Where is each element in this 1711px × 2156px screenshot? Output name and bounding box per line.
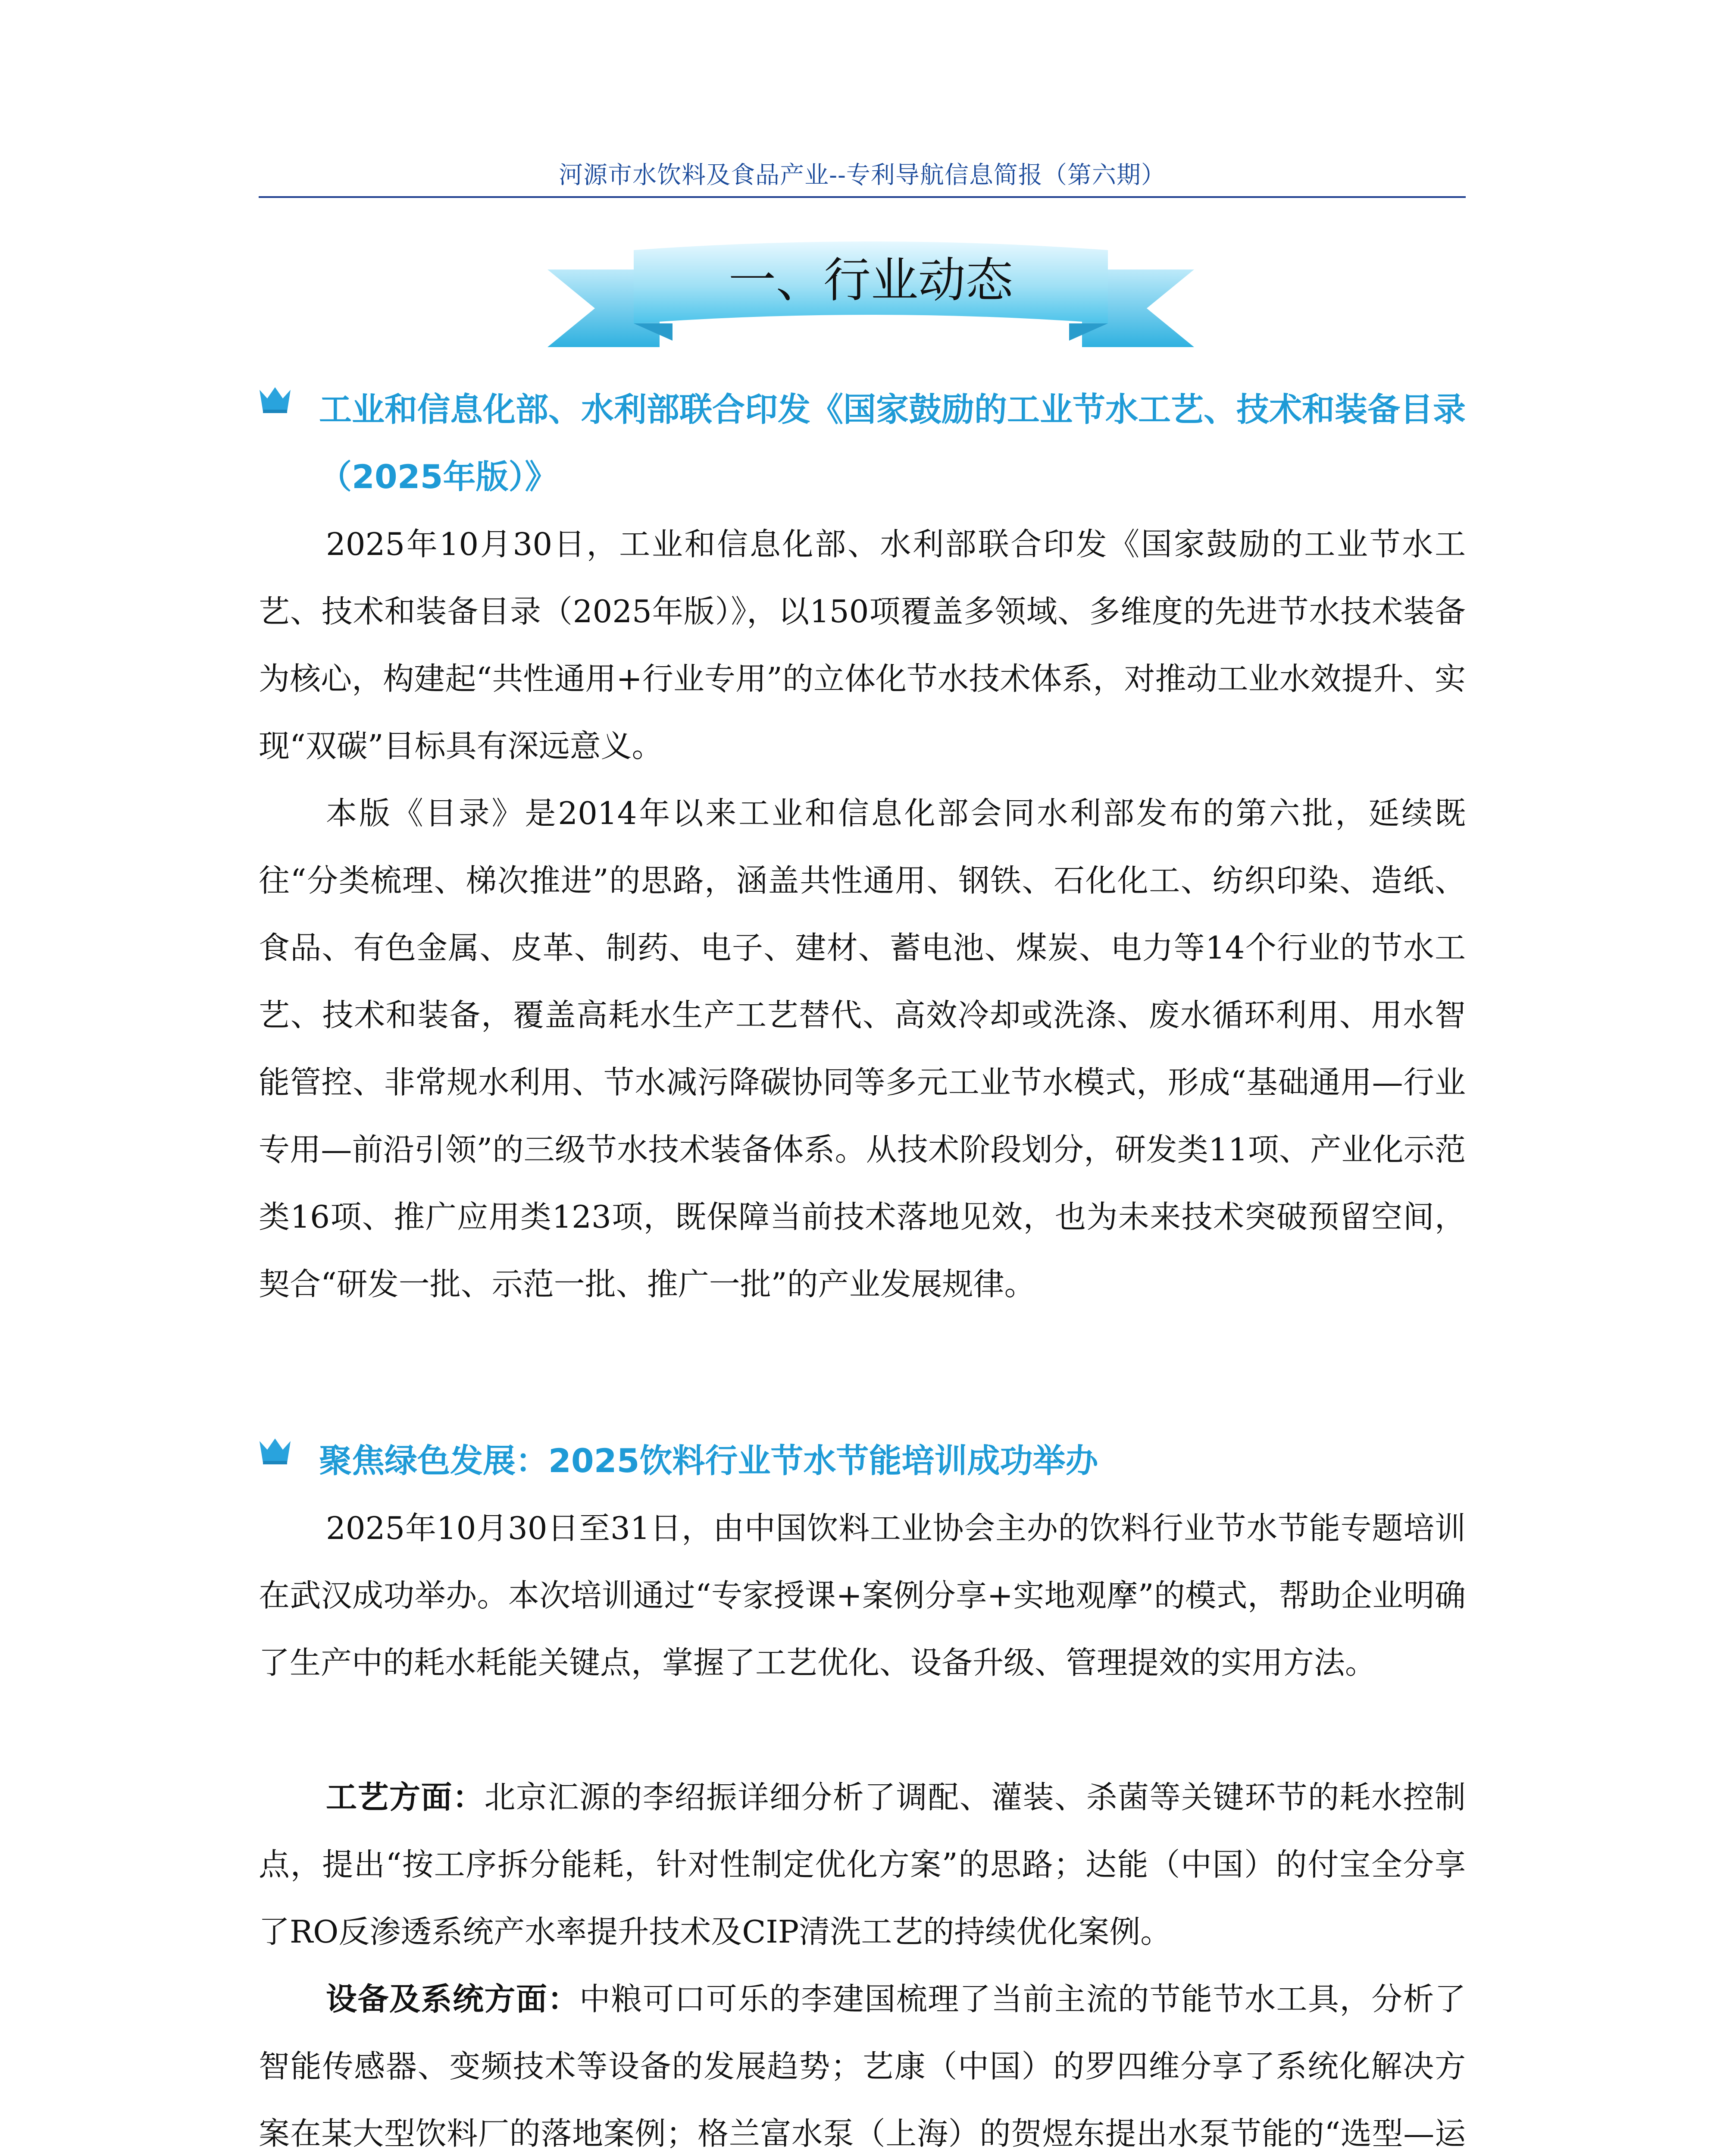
running-header: 河源市水饮料及食品产业--专利导航信息简报（第六期） [559, 161, 1166, 189]
paragraph-3 [259, 1495, 1466, 1696]
paragraph-2-text: 本版《目录》是2014年以来工业和信息化部会同水利部发布的第六批，延续既往“分类梳理、梯次推进”的思路，涵盖共性通用、钢铁、石化化工、纺织印染、造纸、食品、有色金属、皮革、制药、电子、建材、蓄电池、煤炭、电力等14个行业的节水工艺、技术和装备，覆盖高耗水生产工艺替代、高效冷却或洗涤、废水循环利用、用水智能管控、非常规水利用、节水减污降碳协同等多元工业节水模式，形成“基础通用—行业专用—前沿引领”的三级节水技术装备体系。从技术阶段划分，研发类11项、产业化示范类16项、推广应用类123项，既保障当前技术落地见效，也为未来技术突破预留空间，契合“研发一批、示范一批、推广一批”的产业发展规律。 [259, 795, 1466, 1302]
crown-icon [259, 1437, 291, 1465]
header-rule [259, 196, 1466, 198]
paragraph-1 [259, 511, 1466, 780]
section-title-2: 聚焦绿色发展：2025饮料行业节水节能培训成功举办 [319, 1442, 1098, 1480]
section-title-1: 工业和信息化部、水利部联合印发《国家鼓励的工业节水工艺、技术和装备目录（2025年版）》 [319, 390, 1466, 496]
paragraph-2 [259, 780, 1466, 1318]
section-banner-title: 一、行业动态 [729, 253, 1013, 308]
crown-icon [259, 385, 291, 414]
paragraph-5-text: 中粮可口可乐的李建国梳理了当前主流的节能节水工具，分析了智能传感器、变频技术等设备的发展趋势；艺康（中国）的罗四维分享了系统化解决方案在某大型饮料厂的落地案例；格兰富水泵（上海）的贺煜东提出水泵节能的“选型—运 [259, 1981, 1466, 2152]
paragraph-5 [259, 1965, 1466, 2156]
paragraph-4-lead: 工艺方面： [326, 1779, 485, 1815]
paragraph-1-text: 2025年10月30日，工业和信息化部、水利部联合印发《国家鼓励的工业节水工艺、技术和装备目录（2025年版）》，以150项覆盖多领域、多维度的先进节水技术装备为核心，构建起“共性通用+行业专用”的立体化节水技术体系，对推动工业水效提升、实现“双碳”目标具有深远意义。 [259, 526, 1466, 764]
paragraph-5-lead: 设备及系统方面： [326, 1981, 579, 2017]
paragraph-3-text: 2025年10月30日至31日，由中国饮料工业协会主办的饮料行业节水节能专题培训在武汉成功举办。本次培训通过“专家授课+案例分享+实地观摩”的模式，帮助企业明确了生产中的耗水耗能关键点，掌握了工艺优化、设备升级、管理提效的实用方法。 [259, 1510, 1466, 1681]
section-heading-1 [259, 376, 1466, 511]
paragraph-4 [259, 1764, 1466, 1965]
paragraph-4-text: 北京汇源的李绍振详细分析了调配、灌装、杀菌等关键环节的耗水控制点，提出“按工序拆分能耗，针对性制定优化方案”的思路；达能（中国）的付宝全分享了RO反渗透系统产水率提升技术及CIP清洗工艺的持续优化案例。 [259, 1779, 1466, 1950]
section-heading-2 [259, 1427, 1466, 1495]
